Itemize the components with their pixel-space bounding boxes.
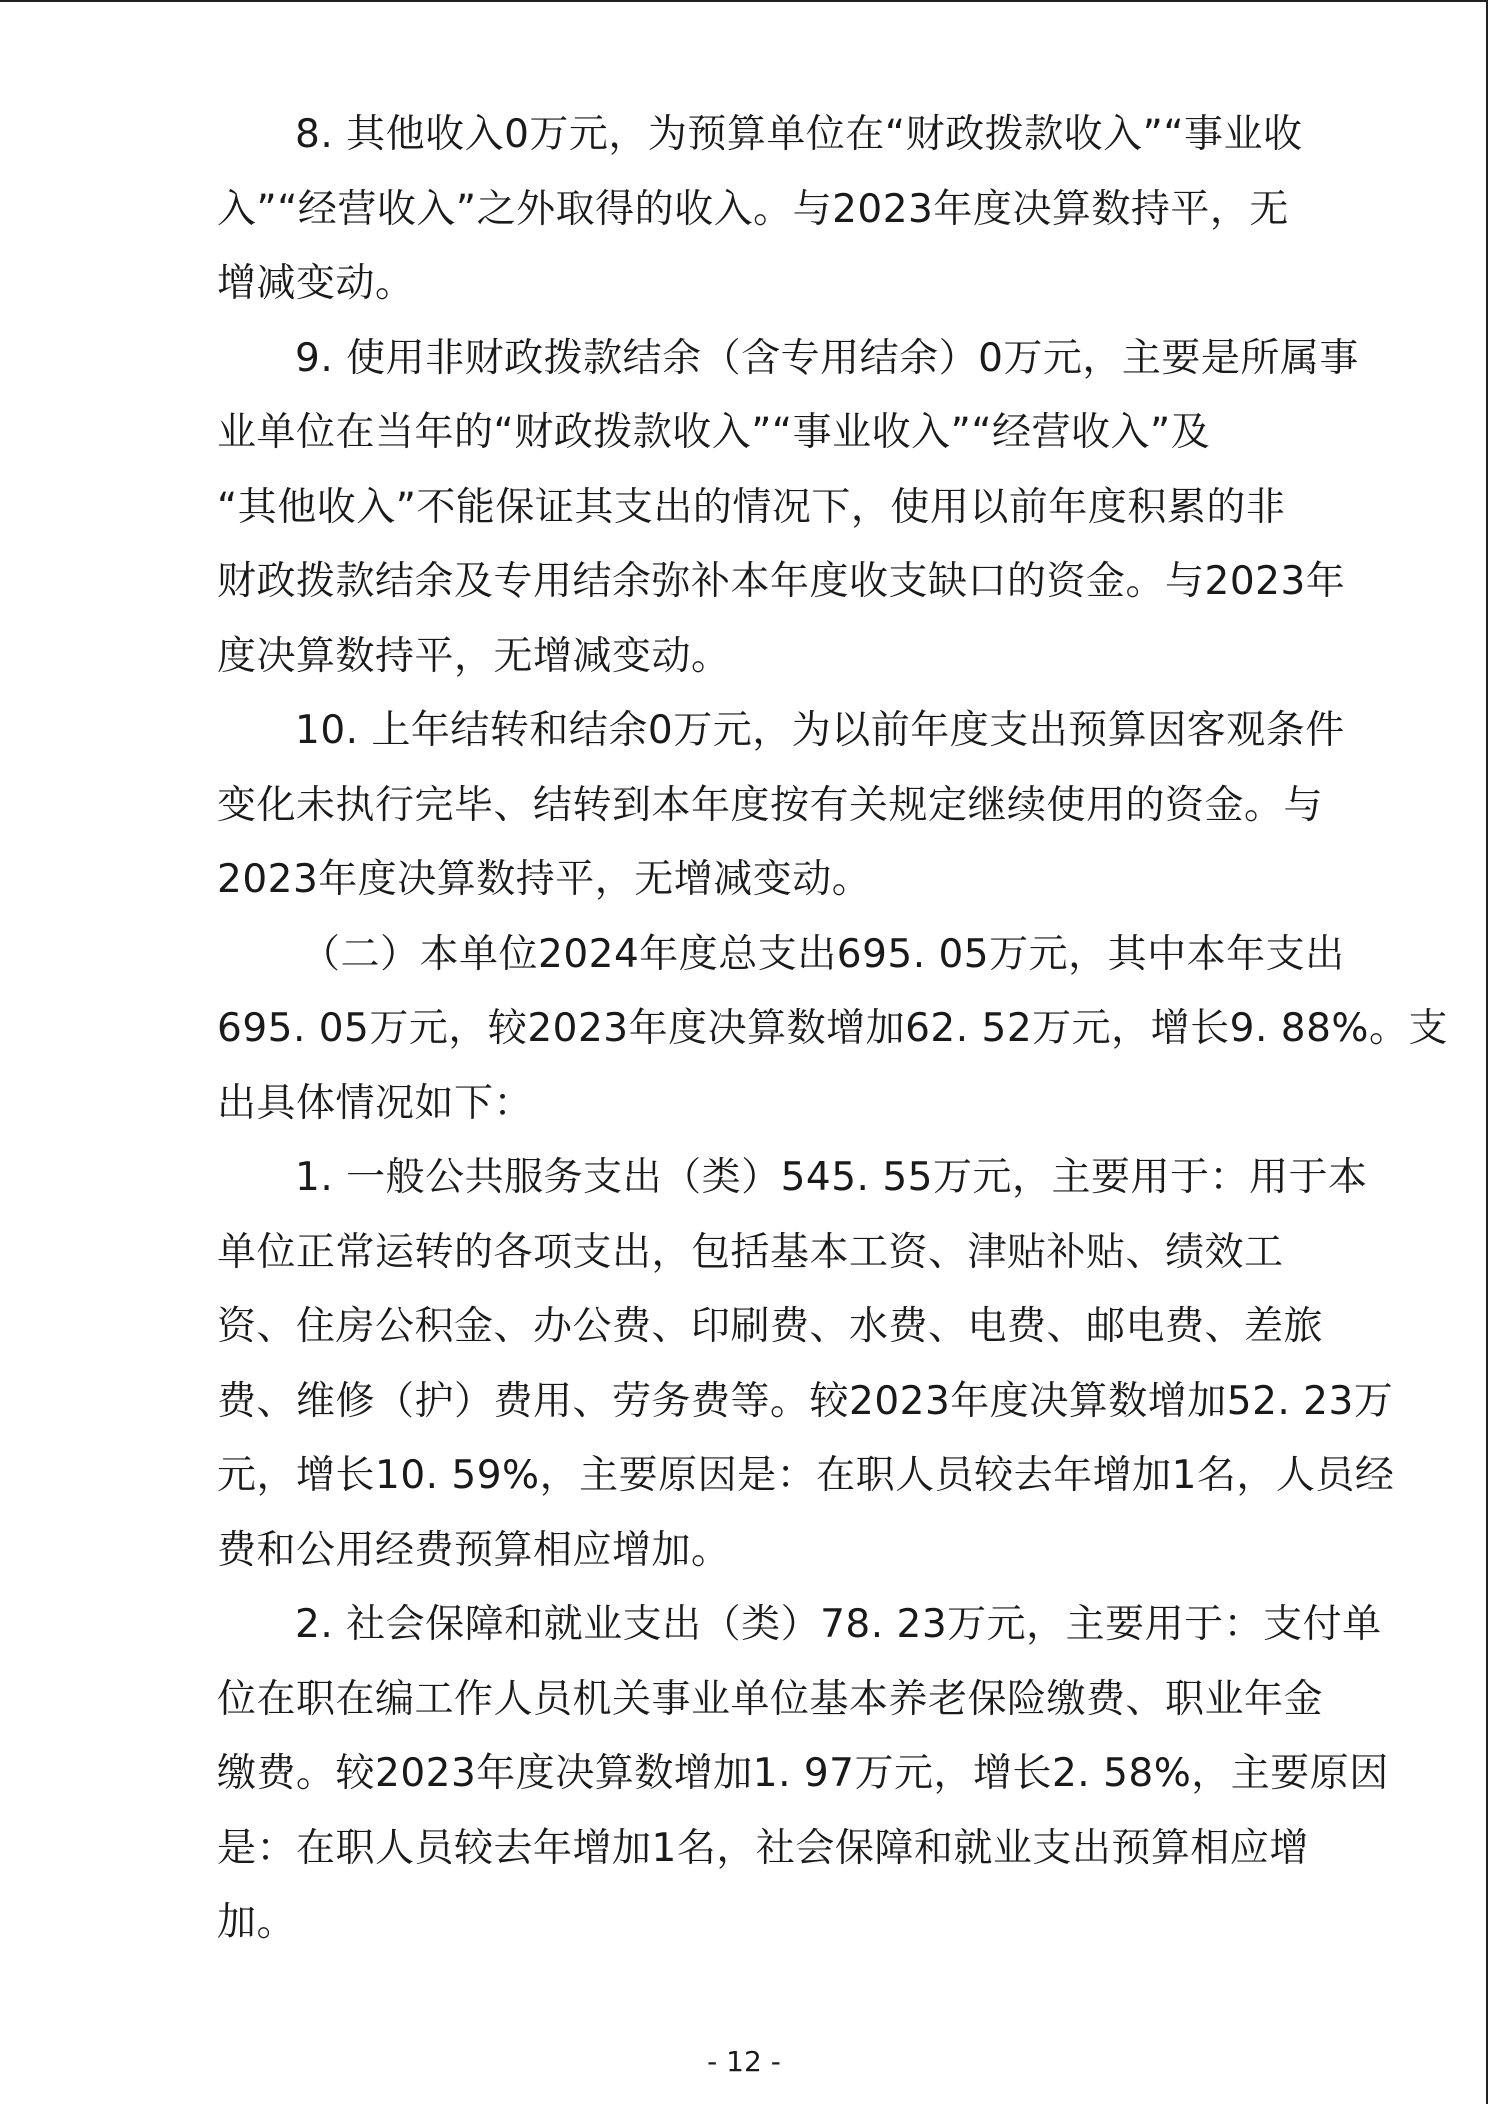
paragraph-total-expenditure	[217, 918, 1448, 1142]
paragraph-carryover	[217, 694, 1345, 918]
text-line: 10. 上年结转和结余0万元，为以前年度支出预算因客观条件	[295, 708, 1345, 753]
text-line: 变化未执行完毕、结转到本年度按有关规定继续使用的资金。与	[217, 782, 1324, 828]
text-line: “其他收入”不能保证其支出的情况下，使用以前年度积累的非	[217, 484, 1286, 530]
text-line: 业单位在当年的“财政拨款收入”“事业收入”“经营收入”及	[217, 410, 1211, 455]
paragraph-other-income	[217, 98, 1303, 322]
text-line: 8. 其他收入0万元，为预算单位在“财政拨款收入”“事业收	[295, 112, 1303, 157]
text-line: 度决算数持平，无增减变动。	[217, 633, 731, 679]
text-line: 入”“经营收入”之外取得的收入。与2023年度决算数持平，无	[217, 186, 1289, 232]
text-line: 出具体情况如下：	[217, 1080, 534, 1126]
text-line: 单位正常运转的各项支出，包括基本工资、津贴补贴、绩效工	[217, 1229, 1284, 1275]
text-line: 资、住房公积金、办公费、印刷费、水费、电费、邮电费、差旅	[217, 1304, 1324, 1349]
text-line: 缴费。较2023年度决算数增加1. 97万元，增长2. 58%，主要原因	[217, 1751, 1389, 1796]
text-line: 2. 社会保障和就业支出（类）78. 23万元，主要用于：支付单	[295, 1602, 1382, 1647]
paragraph-non-fiscal-balance	[217, 322, 1359, 695]
text-line: 财政拨款结余及专用结余弥补本年度收支缺口的资金。与2023年	[217, 559, 1346, 604]
page-number: - 12 -	[707, 2045, 781, 2078]
text-line: 695. 05万元，较2023年度决算数增加62. 52万元，增长9. 88%。支	[217, 1006, 1448, 1051]
text-line: 元，增长10. 59%，主要原因是：在职人员较去年增加1名，人员经	[217, 1453, 1395, 1498]
text-line: 费、维修（护）费用、劳务费等。较2023年度决算数增加52. 23万	[217, 1378, 1394, 1424]
paragraph-social-security	[217, 1588, 1389, 1961]
text-line: 增减变动。	[217, 261, 415, 306]
text-line: 加。	[217, 1900, 297, 1945]
document-body	[217, 98, 1448, 1961]
text-line: 9. 使用非财政拨款结余（含专用结余）0万元，主要是所属事	[295, 335, 1359, 381]
paragraph-general-public-services	[217, 1141, 1395, 1588]
text-line: 1. 一般公共服务支出（类）545. 55万元，主要用于：用于本	[295, 1155, 1368, 1200]
text-line: 位在职在编工作人员机关事业单位基本养老保险缴费、职业年金	[217, 1676, 1324, 1722]
text-line: 2023年度决算数持平，无增减变动。	[217, 857, 872, 902]
text-line: 费和公用经费预算相应增加。	[217, 1527, 731, 1573]
text-line: 是：在职人员较去年增加1名，社会保障和就业支出预算相应增	[217, 1825, 1309, 1871]
text-line: （二）本单位2024年度总支出695. 05万元，其中本年支出	[301, 931, 1345, 977]
